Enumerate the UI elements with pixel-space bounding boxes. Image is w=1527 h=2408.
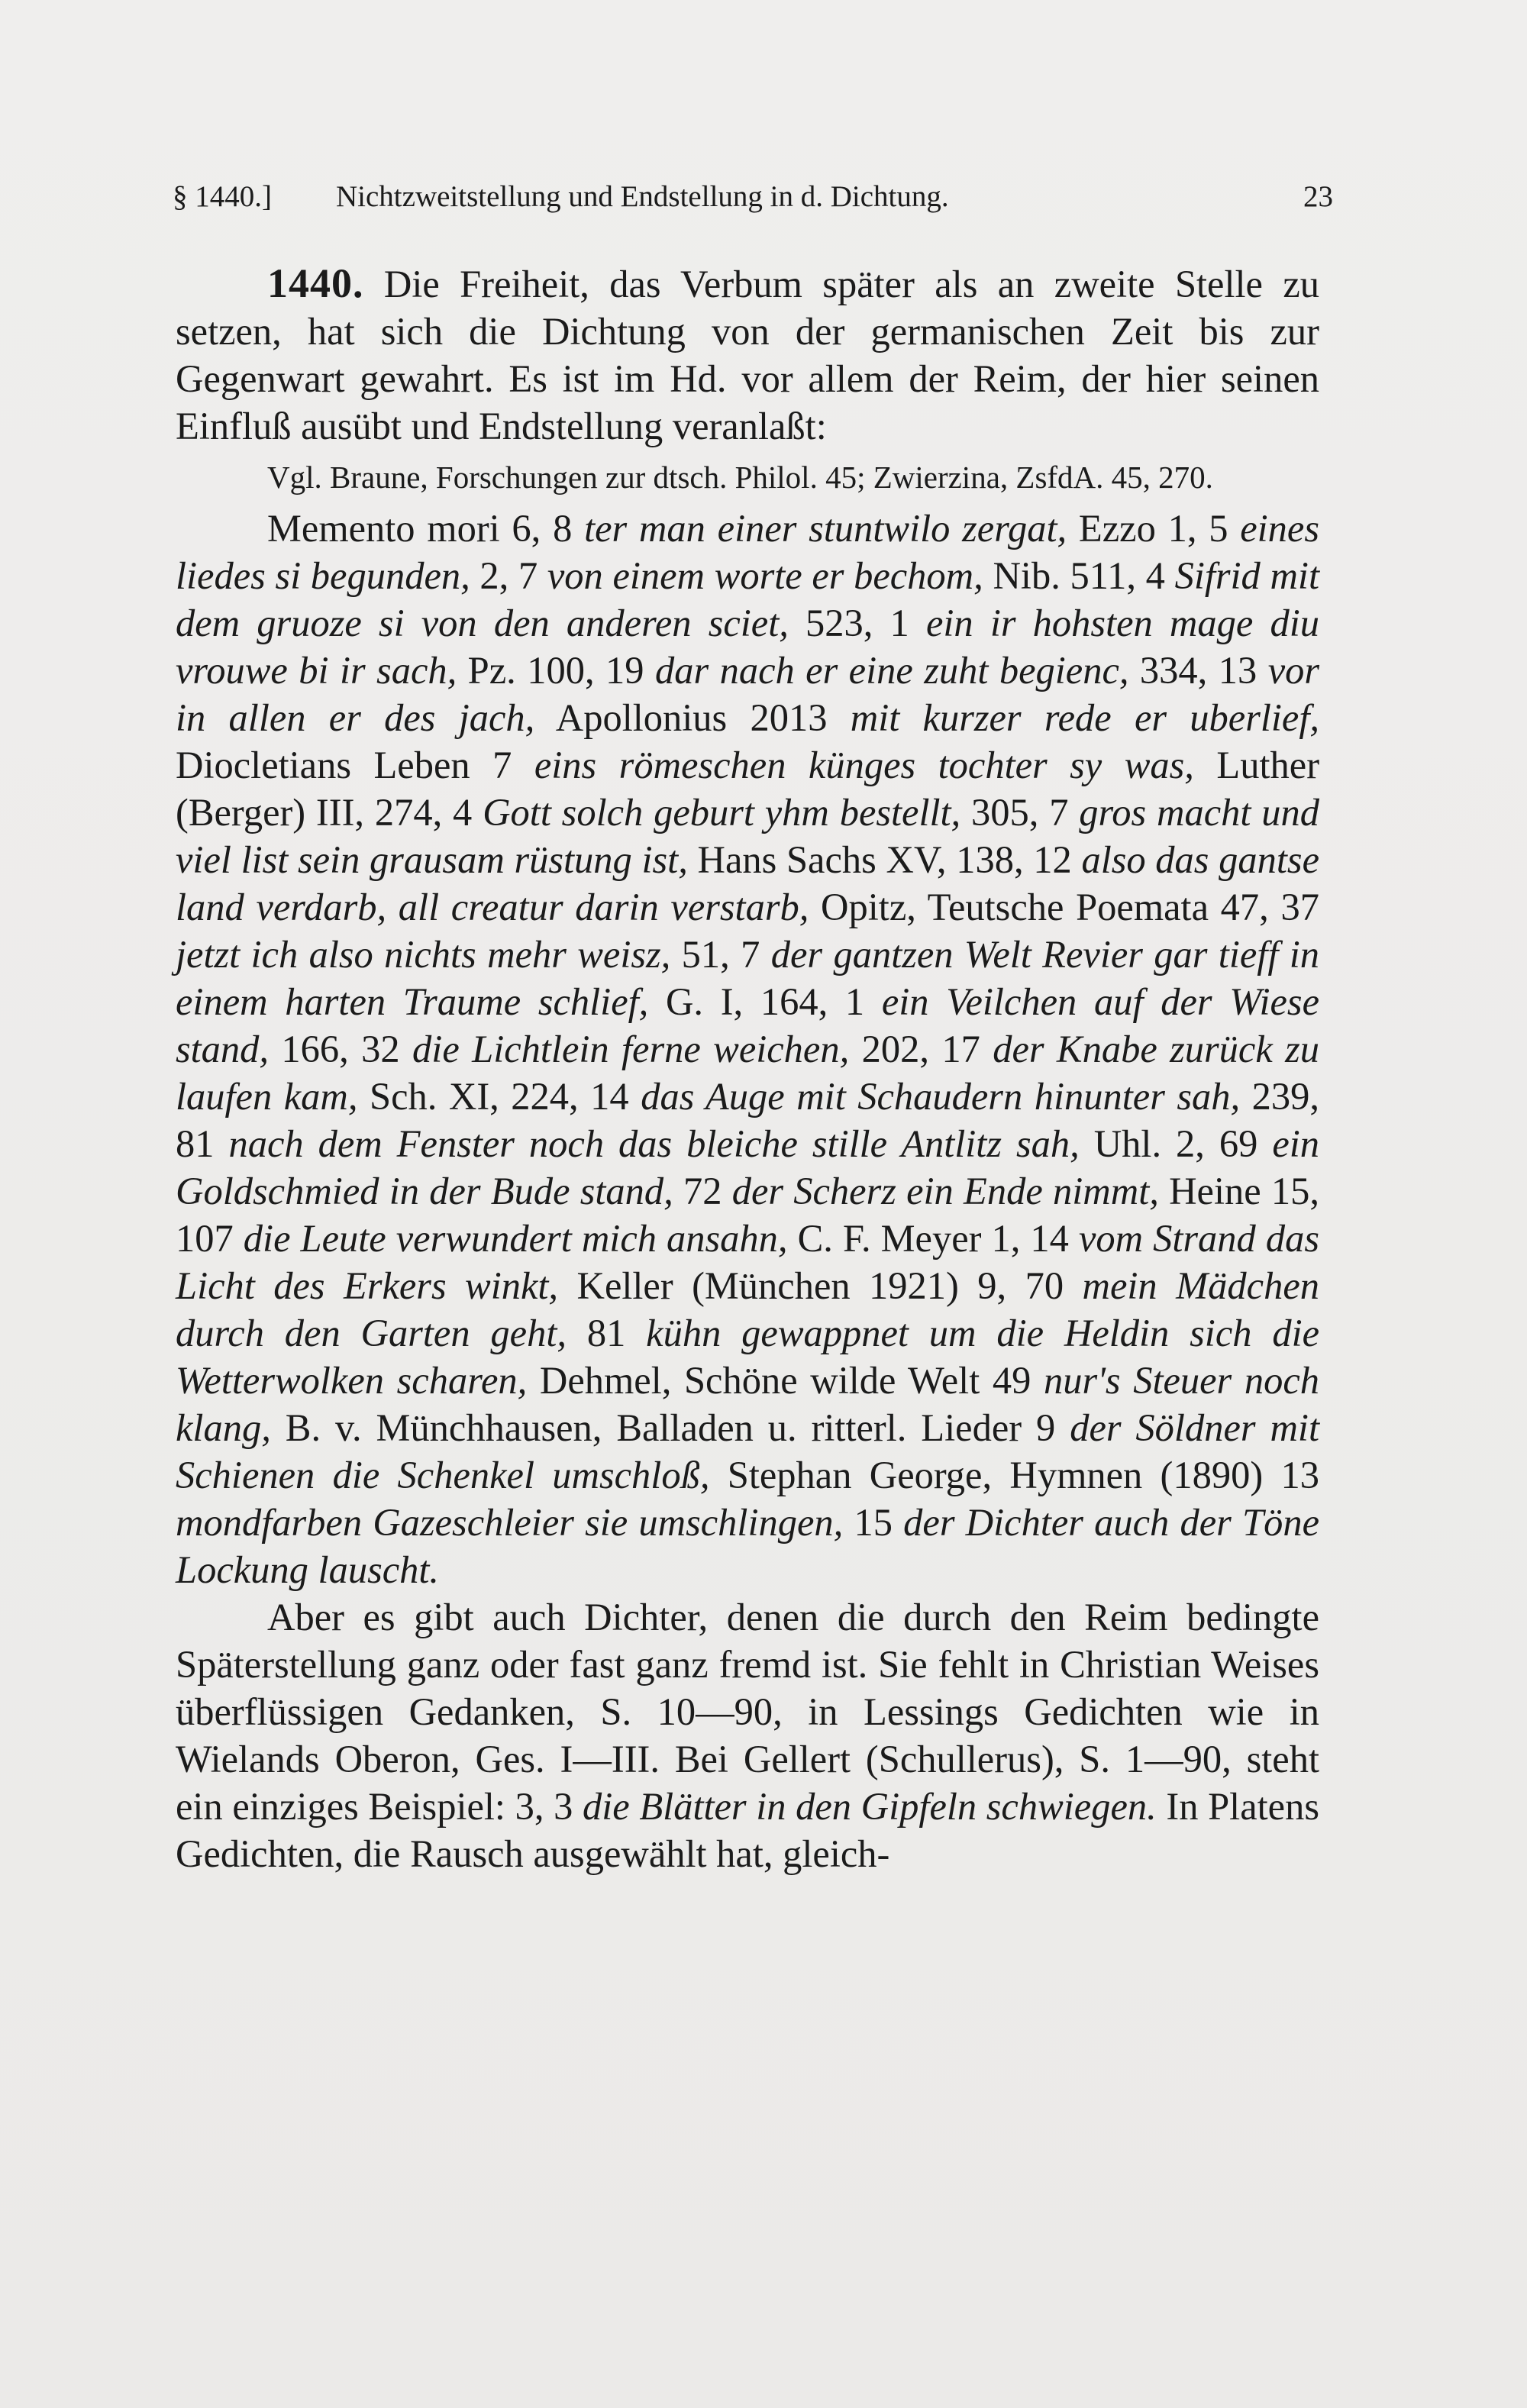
citation-text: Sch. XI, 224, 14 (357, 1075, 641, 1118)
citation-text: 72 (673, 1170, 732, 1212)
citation-text: 51, 7 (670, 933, 771, 976)
paragraph-examples (176, 505, 1319, 1593)
citation-text: Stephan George, Hymnen (1890) 13 (709, 1454, 1319, 1496)
quoted-example: mein Mädchen durch den Garten geht, (176, 1264, 1319, 1354)
citation-text: Apollonius 2013 (534, 696, 851, 739)
quoted-example: ter man einer stuntwilo zergat, (584, 507, 1067, 550)
citation-text: 202, 17 (849, 1028, 993, 1070)
citation-text: Diocletians Leben 7 (176, 744, 534, 786)
quoted-example: dar nach er eine zuht begienc, (655, 649, 1129, 692)
citation-text: Ezzo 1, 5 (1067, 507, 1241, 550)
citation-text: Nib. 511, 4 (983, 554, 1175, 597)
quoted-example: ein ir hohsten mage diu vrouwe bi ir sach, (176, 602, 1320, 692)
quoted-example: vor in allen er des jach, (176, 649, 1320, 739)
citation-text: Uhl. 2, 69 (1079, 1122, 1273, 1165)
quoted-example: die Blätter in den Gipfeln schwiegen. (582, 1785, 1157, 1828)
citation-text: 305, 7 (960, 791, 1080, 834)
page-number: 23 (1303, 180, 1333, 213)
citation-text: C. F. Meyer 1, 14 (787, 1217, 1079, 1260)
quoted-example: die Lichtlein ferne weichen, (412, 1028, 850, 1070)
quoted-example: eines liedes si begunden, (176, 507, 1319, 597)
citation-text: Hans Sachs XV, 138, 12 (687, 838, 1082, 881)
quoted-example: nur's Steuer noch klang, (176, 1359, 1319, 1449)
citation-text: 166, 32 (269, 1028, 413, 1070)
quoted-example: nach dem Fenster noch das bleiche stille Antlitz sah, (228, 1122, 1080, 1165)
header-section-ref: § 1440.] (173, 180, 272, 213)
quoted-example: vom Strand das Licht des Erkers winkt, (176, 1217, 1320, 1307)
citation-text: Dehmel, Schöne wilde Welt 49 (527, 1359, 1044, 1402)
citation-text: Heine 15, 107 (176, 1170, 1319, 1260)
quoted-example: jetzt ich also nichts mehr weisz, (176, 933, 671, 976)
intro-text: Die Freiheit, das Verbum später als an zweite Stelle zu setzen, hat sich die Dichtung von der germanischen Zeit bis zur Gegenwart gewahrt. Es ist im Hd. vor allem der Reim, der hier seinen Einfluß ausübt und Endstellung veranlaßt: (176, 263, 1319, 447)
quoted-example: also das gantse land verdarb, all creatur darin verstarb, (176, 838, 1319, 928)
quoted-example: von einem worte er bechom, (547, 554, 983, 597)
quoted-example: der Knabe zurück zu laufen kam, (176, 1028, 1320, 1118)
page-body (176, 260, 1319, 1877)
citation-text: Luther (Berger) III, 274, 4 (176, 744, 1320, 834)
quoted-example: der Dichter auch der Töne Lockung lauscht. (176, 1501, 1320, 1591)
citation-text: B. v. Münchhausen, Balladen u. ritterl. Lieder 9 (270, 1406, 1070, 1449)
quoted-example: das Auge mit Schaudern hinunter sah, (641, 1075, 1241, 1118)
citation-text: 81 (567, 1312, 647, 1354)
citation-text: Keller (München 1921) 9, 70 (558, 1264, 1083, 1307)
running-header (173, 174, 1333, 220)
quoted-example: ein Veilchen auf der Wiese stand, (176, 980, 1319, 1070)
quoted-example: Gott solch geburt yhm bestellt, (483, 791, 961, 834)
quoted-example: ein Goldschmied in der Bude stand, (176, 1122, 1320, 1212)
citation-text: 523, 1 (788, 602, 926, 644)
citation-text: Opitz, Teutsche Poemata 47, 37 (809, 886, 1319, 928)
citation-text: 334, 13 (1128, 649, 1268, 692)
citation-text: Aber es gibt auch Dichter, denen die durch den Reim bedingte Späterstellung ganz oder fast ganz fremd ist. Sie fehlt in Christian Weises überflüssigen Gedanken, S. 10—90, in Lessings Gedichten wie in Wielands Oberon, Ges. I—III. Bei Gellert (Schullerus), S. 1—90, steht ein einziges Beispiel: 3, 3 (176, 1596, 1319, 1828)
quoted-example: mondfarben Gazeschleier sie umschlingen, (176, 1501, 844, 1544)
citation-text: 15 (843, 1501, 904, 1544)
citation-text: Memento mori 6, 8 (267, 507, 585, 550)
quoted-example: Sifrid mit dem gruoze si von den anderen sciet, (176, 554, 1319, 644)
citation-text: Pz. 100, 19 (457, 649, 655, 692)
citation-text: G. I, 164, 1 (648, 980, 882, 1023)
quoted-example: der gantzen Welt Revier gar tieff in einem harten Traume schlief, (176, 933, 1319, 1023)
quoted-example: kühn gewappnet um die Heldin sich die Wetterwolken scharen, (176, 1312, 1320, 1402)
quoted-example: der Scherz ein Ende nimmt, (731, 1170, 1159, 1212)
citation-text: 239, 81 (176, 1075, 1320, 1165)
citation-text: In Platens Gedichten, die Rausch ausgewählt hat, gleich- (176, 1785, 1319, 1875)
quoted-example: eins römeschen künges tochter sy was, (534, 744, 1194, 786)
quoted-example: mit kurzer rede er uberlief, (850, 696, 1319, 739)
citation-text: 2, 7 (470, 554, 547, 597)
header-title: Nichtzweitstellung und Endstellung in d. Dichtung. (336, 180, 949, 213)
quoted-example: die Leute verwundert mich ansahn, (243, 1217, 788, 1260)
paragraph-other-poets (176, 1593, 1319, 1877)
literature-note: Vgl. Braune, Forschungen zur dtsch. Philol. 45; Zwierzina, ZsfdA. 45, 270. (267, 460, 1213, 495)
section-number: 1440. (267, 260, 364, 306)
quoted-example: gros macht und viel list sein grausam rüstung ist, (176, 791, 1319, 881)
quoted-example: der Söldner mit Schienen die Schenkel umschloß, (176, 1406, 1319, 1496)
paragraph-intro (176, 260, 1319, 450)
